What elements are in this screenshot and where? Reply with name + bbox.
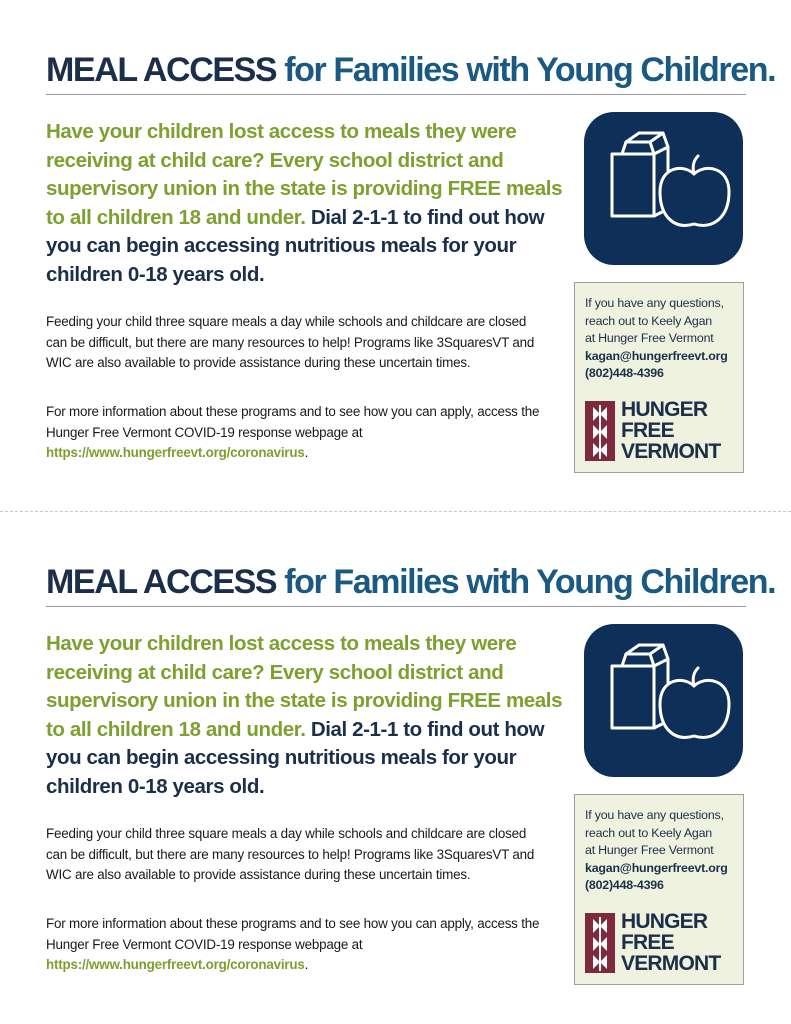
flyer-title xyxy=(46,50,775,90)
body-paragraph-2-text: For more information about these programs and to see how you can apply, access the Hunger Free Vermont COVID-19 response webpage at xyxy=(46,916,540,952)
contact-box xyxy=(574,794,744,985)
contact-email[interactable]: kagan@hungerfreevt.org xyxy=(585,348,728,363)
contact-line-1: If you have any questions, xyxy=(585,808,724,822)
logo-word-free: FREE xyxy=(621,419,674,442)
logo-word-hunger: HUNGER xyxy=(621,398,708,421)
title-bold: MEAL ACCESS xyxy=(46,51,277,89)
contact-line-2: reach out to Keely Agan xyxy=(585,825,712,840)
logo-word-hunger: HUNGER xyxy=(621,910,708,933)
lead-paragraph xyxy=(46,630,566,801)
coronavirus-link[interactable]: https://www.hungerfreevt.org/coronavirus xyxy=(46,957,305,972)
flyer-title xyxy=(46,562,775,602)
flyer-top xyxy=(0,0,791,500)
body-paragraph-2-text: For more information about these programs and to see how you can apply, access the Hunger Free Vermont COVID-19 response webpage at xyxy=(46,404,540,440)
lead-green-text: Have your children lost access to meals they were receiving at child care? Every school district and supervisory union in the state is providing FREE meals to all children 18 and under. xyxy=(46,632,563,741)
contact-text xyxy=(585,295,743,383)
contact-line-3: at Hunger Free Vermont xyxy=(585,843,714,857)
lead-paragraph xyxy=(46,118,566,289)
logo-word-vermont: VERMONT xyxy=(621,952,721,975)
body-paragraph-2 xyxy=(46,914,546,976)
contact-email[interactable]: kagan@hungerfreevt.org xyxy=(585,860,728,875)
wheat-icon xyxy=(585,913,615,973)
contact-line-1: If you have any questions, xyxy=(585,296,724,310)
contact-line-3: at Hunger Free Vermont xyxy=(585,331,714,345)
logo-word-free: FREE xyxy=(621,931,674,954)
lead-navy-text: Dial 2-1-1 to find out how you can begin accessing nutritious meals for your children 0-18 years old. xyxy=(46,717,545,798)
title-divider xyxy=(46,606,746,607)
contact-text xyxy=(585,807,743,895)
contact-phone[interactable]: (802)448-4396 xyxy=(585,366,664,380)
lead-navy-text: Dial 2-1-1 to find out how you can begin accessing nutritious meals for your children 0-18 years old. xyxy=(46,205,545,286)
body-paragraph-1: Feeding your child three square meals a day while schools and childcare are closed can be difficult, but there are many resources to help! Programs like 3SquaresVT and WIC are also available to provide assistance during these uncertain times. xyxy=(46,314,535,370)
milk-carton-and-apple-icon xyxy=(584,112,743,265)
coronavirus-link[interactable]: https://www.hungerfreevt.org/coronavirus xyxy=(46,445,305,460)
contact-phone[interactable]: (802)448-4396 xyxy=(585,878,664,892)
link-suffix: . xyxy=(304,445,309,460)
contact-box xyxy=(574,282,744,473)
logo-wordmark xyxy=(621,399,735,462)
link-suffix: . xyxy=(304,957,309,972)
title-rest: for Families with Young Children. xyxy=(284,563,776,601)
title-bold: MEAL ACCESS xyxy=(46,563,277,601)
hunger-free-vermont-logo xyxy=(585,911,735,975)
contact-line-2: reach out to Keely Agan xyxy=(585,313,712,328)
body-paragraph-1: Feeding your child three square meals a day while schools and childcare are closed can be difficult, but there are many resources to help! Programs like 3SquaresVT and WIC are also available to provide assistance during these uncertain times. xyxy=(46,826,535,882)
flyer-bottom xyxy=(0,512,791,1012)
lead-green-text: Have your children lost access to meals they were receiving at child care? Every school district and supervisory union in the state is providing FREE meals to all children 18 and under. xyxy=(46,120,563,229)
hunger-free-vermont-logo xyxy=(585,399,735,463)
title-divider xyxy=(46,94,746,95)
logo-word-vermont: VERMONT xyxy=(621,440,721,463)
body-paragraph-2 xyxy=(46,402,546,464)
logo-wordmark xyxy=(621,911,735,974)
milk-carton-and-apple-icon xyxy=(584,624,743,777)
wheat-icon xyxy=(585,401,615,461)
title-rest: for Families with Young Children. xyxy=(284,51,776,89)
